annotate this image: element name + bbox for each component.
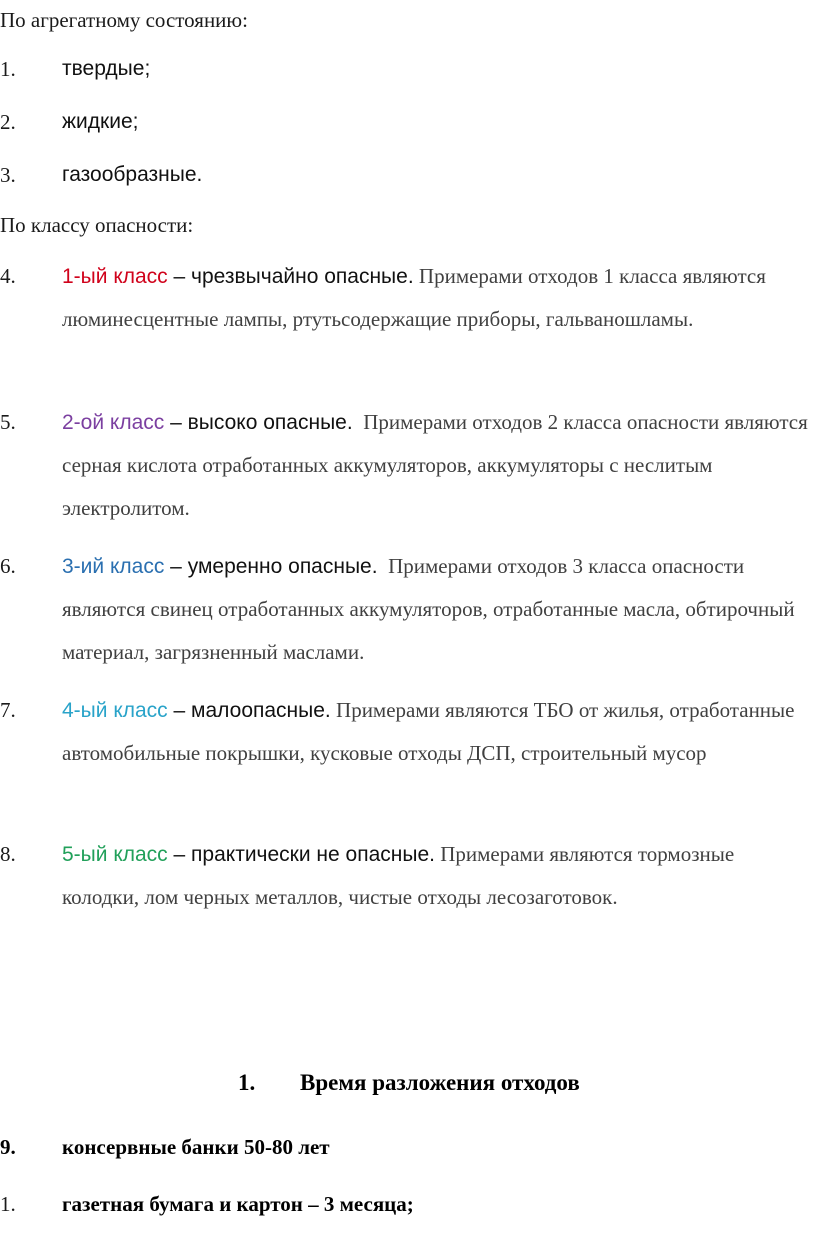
class-examples: Примерами являются тормозные колодки, лом черных металлов, чистые отходы лесозаготовок.: [62, 842, 735, 909]
list-item-gaseous: газообразные.: [62, 163, 203, 186]
class-examples: Примерами являются ТБО от жилья, отработанные автомобильные покрышки, кусковые отходы ДСП, строительный мусор: [62, 698, 795, 765]
class-dash: –: [167, 699, 192, 722]
class-dash: –: [167, 843, 192, 866]
list-number: 1.: [0, 57, 16, 81]
hazard-item-class-1: [62, 255, 814, 341]
class-description: чрезвычайно опасные.: [191, 265, 414, 288]
hazard-item-class-5: [62, 833, 814, 919]
hazard-item-class-3: [62, 545, 814, 674]
class-label: 1-ый класс: [62, 265, 168, 288]
list-number: 5.: [0, 410, 16, 434]
class-label: 4-ый класс: [62, 699, 168, 722]
hazard-item-class-2: [62, 401, 814, 530]
class-description: высоко опасные.: [187, 411, 353, 434]
list-number: 4.: [0, 264, 16, 288]
section-heading-title: Время разложения отходов: [300, 1070, 580, 1095]
decomp-item-paper: газетная бумага и картон – 3 месяца;: [62, 1192, 414, 1216]
class-description: практически не опасные.: [191, 843, 435, 866]
decomp-item-cans: консервные банки 50-80 лет: [62, 1135, 330, 1159]
class-examples: Примерами отходов 1 класса являются люминесцентные лампы, ртутьсодержащие приборы, гальваношламы.: [62, 264, 766, 331]
list-item-solid: твердые;: [62, 57, 151, 80]
list-number: 7.: [0, 698, 16, 722]
intro-state-text: По агрегатному состоянию:: [0, 8, 248, 32]
class-label: 3-ий класс: [62, 555, 165, 578]
class-description: малоопасные.: [191, 699, 331, 722]
list-number: 3.: [0, 163, 16, 187]
class-description: умеренно опасные.: [187, 555, 378, 578]
section-heading-number: 1.: [238, 1070, 256, 1095]
list-number: 6.: [0, 554, 16, 578]
list-number: 2.: [0, 110, 16, 134]
class-examples: Примерами отходов 2 класса опасности являются серная кислота отработанных аккумуляторов, аккумуляторы с неслитым электролитом.: [62, 410, 814, 520]
class-dash: –: [164, 411, 188, 434]
class-label: 2-ой класс: [62, 411, 165, 434]
list-number: 8.: [0, 842, 16, 866]
class-label: 5-ый класс: [62, 843, 168, 866]
hazard-item-class-4: [62, 689, 814, 775]
list-number: 1.: [0, 1192, 16, 1216]
class-examples: Примерами отходов 3 класса опасности являются свинец отработанных аккумуляторов, отработанные масла, обтирочный материал, загрязненный маслами.: [62, 554, 800, 664]
list-number: 9.: [0, 1135, 16, 1159]
intro-hazard-text: По классу опасности:: [0, 213, 194, 237]
class-dash: –: [164, 555, 188, 578]
class-dash: –: [167, 265, 192, 288]
list-item-liquid: жидкие;: [62, 110, 139, 133]
